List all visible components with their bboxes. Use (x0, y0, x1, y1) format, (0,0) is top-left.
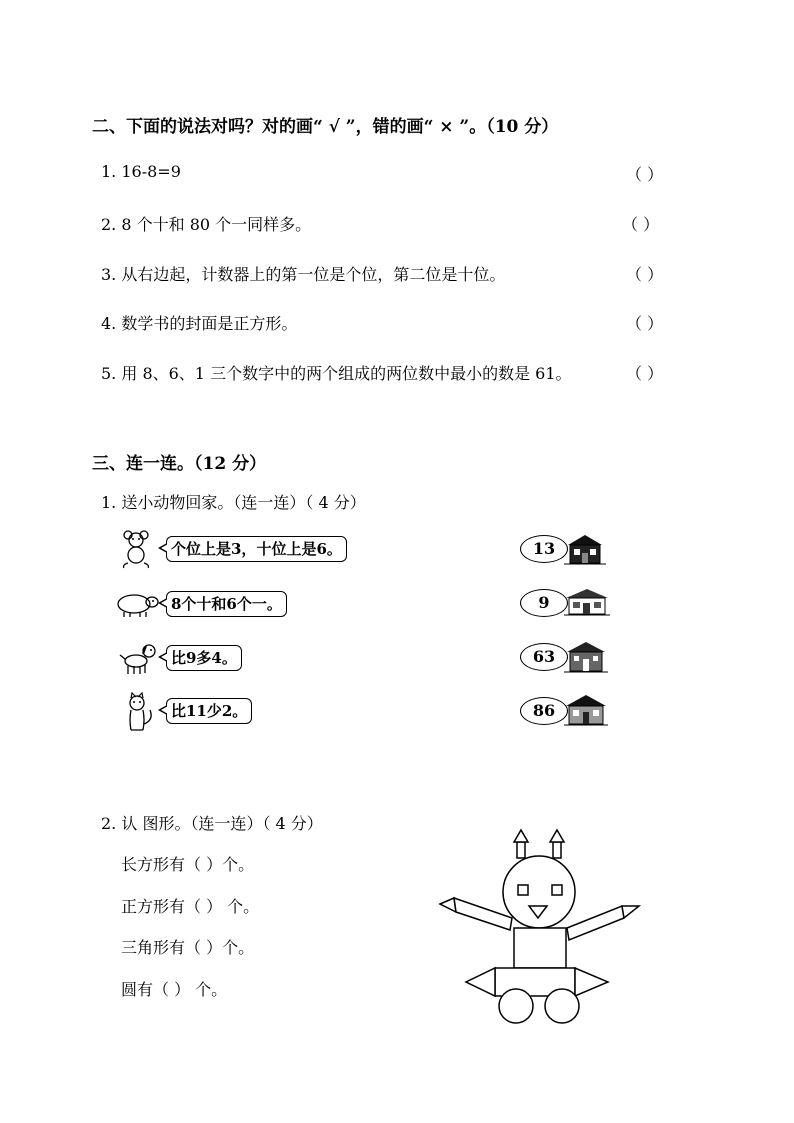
section3-heading: 三、连一连。（12 分） (92, 454, 267, 474)
house-icon-1 (564, 533, 606, 565)
house-icon-2 (564, 588, 610, 616)
square-count-line: 正方形有（ ） 个。 (121, 897, 260, 916)
question-3-text: 3. 从右边起，计数器上的第一位是个位，第二位是十位。 (101, 265, 506, 284)
house-icon-4 (564, 694, 608, 726)
answer-paren-3[interactable]: （ ） (626, 265, 664, 284)
sheep-icon (114, 592, 160, 618)
rectangle-count-line: 长方形有（ ）个。 (121, 855, 255, 874)
answer-paren-2[interactable]: （ ） (622, 215, 660, 234)
number-oval-3[interactable]: 63 (520, 643, 568, 671)
triangle-count-line: 三角形有（ ）个。 (121, 938, 255, 957)
house-icon-3 (564, 641, 608, 673)
number-oval-2[interactable]: 9 (520, 589, 568, 617)
answer-paren-5[interactable]: （ ） (626, 364, 664, 383)
question-2-text: 2. 8 个十和 80 个一同样多。 (101, 215, 312, 234)
bubble-4[interactable]: 比11少2。 (166, 698, 252, 724)
section2-heading: 二、下面的说法对吗？对的画“ √ ”，错的画“ × ”。（10 分） (92, 117, 559, 137)
shape-robot-figure (436, 826, 646, 1026)
question-4-text: 4. 数学书的封面是正方形。 (101, 314, 298, 333)
bubble-3[interactable]: 比9多4。 (166, 645, 242, 671)
circle-count-line: 圆有（ ） 个。 (121, 980, 228, 999)
bubble-2[interactable]: 8个十和6个一。 (166, 591, 287, 617)
answer-paren-4[interactable]: （ ） (626, 314, 664, 333)
number-oval-4[interactable]: 86 (520, 697, 568, 725)
dog-icon (120, 641, 158, 675)
cat-icon (120, 694, 156, 734)
bubble-1[interactable]: 个位上是3，十位上是6。 (166, 536, 347, 562)
question-5-text: 5. 用 8、6、1 三个数字中的两个组成的两位数中最小的数是 61。 (101, 364, 572, 383)
mouse-icon (118, 530, 158, 568)
number-oval-1[interactable]: 13 (520, 535, 568, 563)
q1-title: 1. 送小动物回家。（连一连）（ 4 分） (101, 493, 366, 512)
question-1-text: 1. 16-8=9 (101, 162, 181, 181)
answer-paren-1[interactable]: （ ） (626, 165, 664, 184)
q2-title: 2. 认 图形。（连一连）（ 4 分） (101, 814, 323, 833)
